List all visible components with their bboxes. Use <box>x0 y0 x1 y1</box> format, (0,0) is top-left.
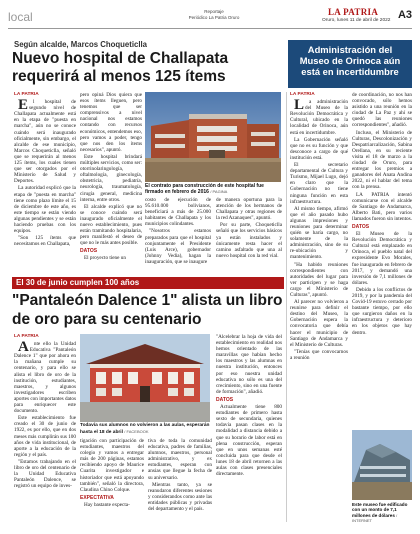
hospital-photo-caption <box>145 183 283 195</box>
article3-col1 <box>14 334 76 490</box>
caption-credit: / INTERNET <box>352 512 398 524</box>
article1-datos-text: El proyecto tiene un <box>84 255 126 262</box>
article3-paragraph: Ante ello la Unidad Educativa "Pantaleón Dalence 1" que por ahora en la mañana cumple su centenario, y para ello se alista el libro de oro de la institución, estudiantes, maestros, y algunos investigadores escriben aportes con importantes datos para enriquecer este documento. <box>14 339 76 415</box>
article2-paragraph: "Tenías que convocarnos a reunión <box>290 348 348 361</box>
article2-paragraph: El secretario departamental de Cultura y Turismo, Mijael Lugo, dejó en claro que la Gobernación no tiene ninguna función en esta infraestructura. <box>290 162 348 205</box>
article1-paragraph: El hospital de segundo nivel de Challapata actualmente está en la etapa de "puesta en marcha", aún no se conoce cuándo será inaugurado oficialmente, sin embargo, el alcalde de ese municipio, Marcos Choqueticlla, señaló que se requerirán al menos 125 ítems, los cuales tienen que ser otorgados por el Ministerio de Salud y Deportes. <box>14 97 76 185</box>
article2-datos-text: El Museo de la Revolución Democrática y Cultural está emplazado en Orinoca, el pueblo natal del expresidente Evo Morales, fue inaugurado en febrero de 2017, y demandó una inversión de 7,1 millones de dólares. <box>352 231 412 286</box>
caption-text: El contrato para construcción de este hospital fue firmado en febrero de 2016 <box>145 183 264 195</box>
article3-expectativa-label: EXPECTATIVA <box>80 494 114 501</box>
article3-paragraph: "Alcelebrar la hoja de vida del establecimiento en realidad nos hemos orientado de las maravillas que habían hecho los maestros y las alumnas en nuestra institución, entonces por eso nuestra unidad educativa no sólo es una del crecimiento, sino en una fuente de formación", añadió. <box>216 334 282 395</box>
brand-logo: LA PATRIA <box>328 7 379 17</box>
hospital-photo-illustration <box>145 92 281 182</box>
article2-paragraph: de coordinación, no nos han convocado, sólo hemos asistido a una reunión en la ciudad de La Paz y ahí se quedó las reuniones correspondientes", añadió. <box>352 92 412 129</box>
school-photo-caption <box>80 423 212 436</box>
article3-paragraph: "Estamos trabajando en el libro de oro del centenario de la Unidad Educativa Pantaleón Dalence, se registró un equipo de inves- <box>14 458 76 490</box>
article2-datos-label: DATOS <box>352 223 370 230</box>
header-center-line2: Periódico La Patria Oruro <box>188 14 240 20</box>
article1-headline: Nuevo hospital de Challapata requerirá al menos 125 ítems <box>12 50 229 85</box>
article3-kicker-bar <box>12 277 284 289</box>
caption-text: Todavía sus alumnos no volvieron a las aulas, esperarán hasta el 18 de abril <box>80 423 210 435</box>
museum-photo-caption <box>352 502 412 524</box>
article1-col2 <box>80 92 142 263</box>
article3-datos-label: DATOS <box>216 396 234 403</box>
article1-col4 <box>216 197 282 260</box>
article1-paragraph: "Nosotros estamos preparados para que el hospital conjuntamente el Presidente (Luis Arce), gobernador (Johnny Vedia), hagan la inauguración, que se inaugure <box>145 228 211 265</box>
article3-col4 <box>216 334 282 478</box>
article2-col2 <box>352 92 412 337</box>
article1-paragraph: El alcalde explicó que no se conoce cuándo será inaugurado oficialmente el nuevo establecimiento, pues están tramitando hospitalaria, pero manifestó el deseo de que no le más antes posible. <box>80 203 142 247</box>
article3-headline: "Pantaleón Dalence 1" alista un libro de oro para su centenario <box>12 292 283 328</box>
article3-paragraph: Este establecimiento fue creado el 30 de junio de 1922, es por ello, que en dos meses más cumplirán sus 100 años de vida institucional, de aporte a la educación de la región y el país. <box>14 415 76 458</box>
article1-kicker: Según alcalde, Marcos Choqueticlla <box>14 40 148 49</box>
hospital-photo <box>145 92 281 182</box>
article1-paragraph: "Son 125 ítems que necesitamos en Challapata, <box>14 235 76 248</box>
article2-paragraph: Al parecer no volvieron a reunirse para definir el destino del Museo, la Gobernación espera la convocatoria que debía hacer el municipio de Santiago de Andamarca y el Ministerio de Culturas. <box>290 299 348 348</box>
article2-paragraph: "Ha habido reuniones correspondientes con autoridades del lugar para ver participen y se haga cargo el Ministerio de Culturas", apuntó. <box>290 261 348 298</box>
page-header <box>8 6 412 29</box>
article3-kicker: El 30 de junio cumplen 100 años <box>16 278 140 287</box>
article3-col2 <box>80 438 144 509</box>
museum-photo <box>352 430 412 500</box>
section-label: local <box>8 10 33 24</box>
article2-paragraph: La administración del Museo de la Revolución Democrática y Cultural, ubicado en la localidad de Orinoca, aún está en incertidumbre. <box>290 97 348 136</box>
header-center-line1: Reportaje <box>204 9 224 14</box>
article2-paragraph: Incluso, el Ministerio de Culturas, Descolonización y Despatriarcalización, Sabina Orellana, en su reciente visita el 18 de marzo a la ciudad de Oruro, para entregar los premios a ganadores del Anata Andina 2022, ni el hablar del tema con la prensa. <box>352 129 412 191</box>
caption-credit: / PAGINA <box>210 189 228 194</box>
issue-date: Oruro, lunes 11 de abril de 2022 <box>322 18 391 23</box>
article3-paragraph: Mientras tanto, ya se reanudaron diferentes sesiones y considerandos como ante las entidades públicas y privadas del departamento y el país. <box>148 481 212 513</box>
article1-paragraph: de manera oportuna para la atención de los hermanos de Challapata y otras regiones de la red Azanaques", apuntó. <box>216 197 282 222</box>
school-photo <box>80 334 210 422</box>
article1-section: LA PATRIA <box>14 92 39 97</box>
article3-section: LA PATRIA <box>14 334 39 339</box>
school-photo-illustration <box>80 334 210 422</box>
article2-datos-text: Debido a los conflictos de 2019, y por la pandemia del Covid-19 estuvo cerrado por bastante tiempo, por ello que surgieron daños en la infraestructura y deterioro en los objetos que hay dentro. <box>352 286 412 336</box>
article1-paragraph: Por su parte, Choqueticlla señaló que los servicios básicos ya están instalados y únicamente resta hacer el camino asfaltado que una al nuevo hospital con la red vial. <box>216 222 282 259</box>
article3-datos-text: Actualmente tiene 800 estudiantes de primero hasta sexto de secundaria, quienes todavía pasan clases en la modalidad a distancia debido a que su horario de labor está en plena construcción, esperan que en unos semanas esté concluida para que desde el lunes 18 de abril retornen a las aulas con clases presenciales directamente. <box>216 404 282 478</box>
article2-section: LA PATRIA <box>290 92 315 97</box>
museum-photo-illustration <box>352 430 412 500</box>
caption-text: Este museo fue edificado con un monto de 7,1 millones de dólares <box>352 502 408 518</box>
article2-paragraph: Al mismo tiempo, afirmó que el año pasado hubo algunas impresiones y reuniones para determinar quién se haría cargo, no solamente de la administración, sino de su re-ubicación y mantenimiento. <box>290 205 348 261</box>
article1-paragraph: pero opiná Dios quiera que esos ítems lleguen, pero tenemos que ser comprensivos a nivel nacional nos estamos contando con recursos económicos, entendemos eso, pero vamos a poder, tengo que nos den los ítems necesarios", apuntó. <box>80 92 142 153</box>
article3-paragraph: tigación con participación de estudiantes, maestros del colegio y vamos a entregar más de 200 páginas, estamos recibiendo apoyo de Maurice Cuarita investigador e historiador que está apoyando también", señaló la directora, Claudina Chino Colque. <box>80 438 144 493</box>
museum-headline: Administración del Museo de Orinoca aún está en incertidumbre <box>299 44 401 77</box>
article1-paragraph: La autoridad explicó que la etapa de "puesta en marcha" tiene como plazo límite el 15 de diciembre de este año, es este tiempo se están viendo algunas pendientes y se están haciendo pruebas con los equipos. <box>14 185 76 235</box>
header-center <box>184 9 244 20</box>
caption-credit: / FACEBOOK <box>124 429 149 434</box>
page-number: A3 <box>397 9 412 21</box>
article1-col1 <box>14 92 76 248</box>
article1-paragraph: Este hospital brindará múltiples servicios, como ser: otorrinolaringología, oftalmología, ginecología, obstetricia, pediatría, neurología, traumatología, cirugía general, medicina interna, entre otros. <box>80 153 142 203</box>
article3-paragraph: tiva de toda la comunidad educativa, padres de familias, alumnos, maestros, personal administrativo, y ex estudiantes, esperan con ansias que llegue la fecha de su aniversario. <box>148 438 212 481</box>
article2-col1 <box>290 92 348 362</box>
article1-col3 <box>145 197 211 266</box>
article3-paragraph: Hay bastante expecta- <box>84 501 130 508</box>
article1-paragraph: costo de ejecución de 95.610.000 bolivianos, beneficiará a más de 25.000 habitantes de Challapata y los municipios colindantes. <box>145 197 211 228</box>
article1-datos-label: DATOS <box>80 248 98 255</box>
museum-title-box <box>288 40 412 88</box>
column-divider <box>286 92 287 522</box>
article2-paragraph: La Gobernación señaló que no es su función y que desconoce a cargo de qué institución está. <box>290 136 348 161</box>
article3-col3 <box>148 438 212 513</box>
article2-paragraph: LA PATRIA intentó comunicarse con el alcalde de Santiago de Andamarca, Alberto Bati, pero varios llamados fueron sin intentos. <box>352 191 412 222</box>
